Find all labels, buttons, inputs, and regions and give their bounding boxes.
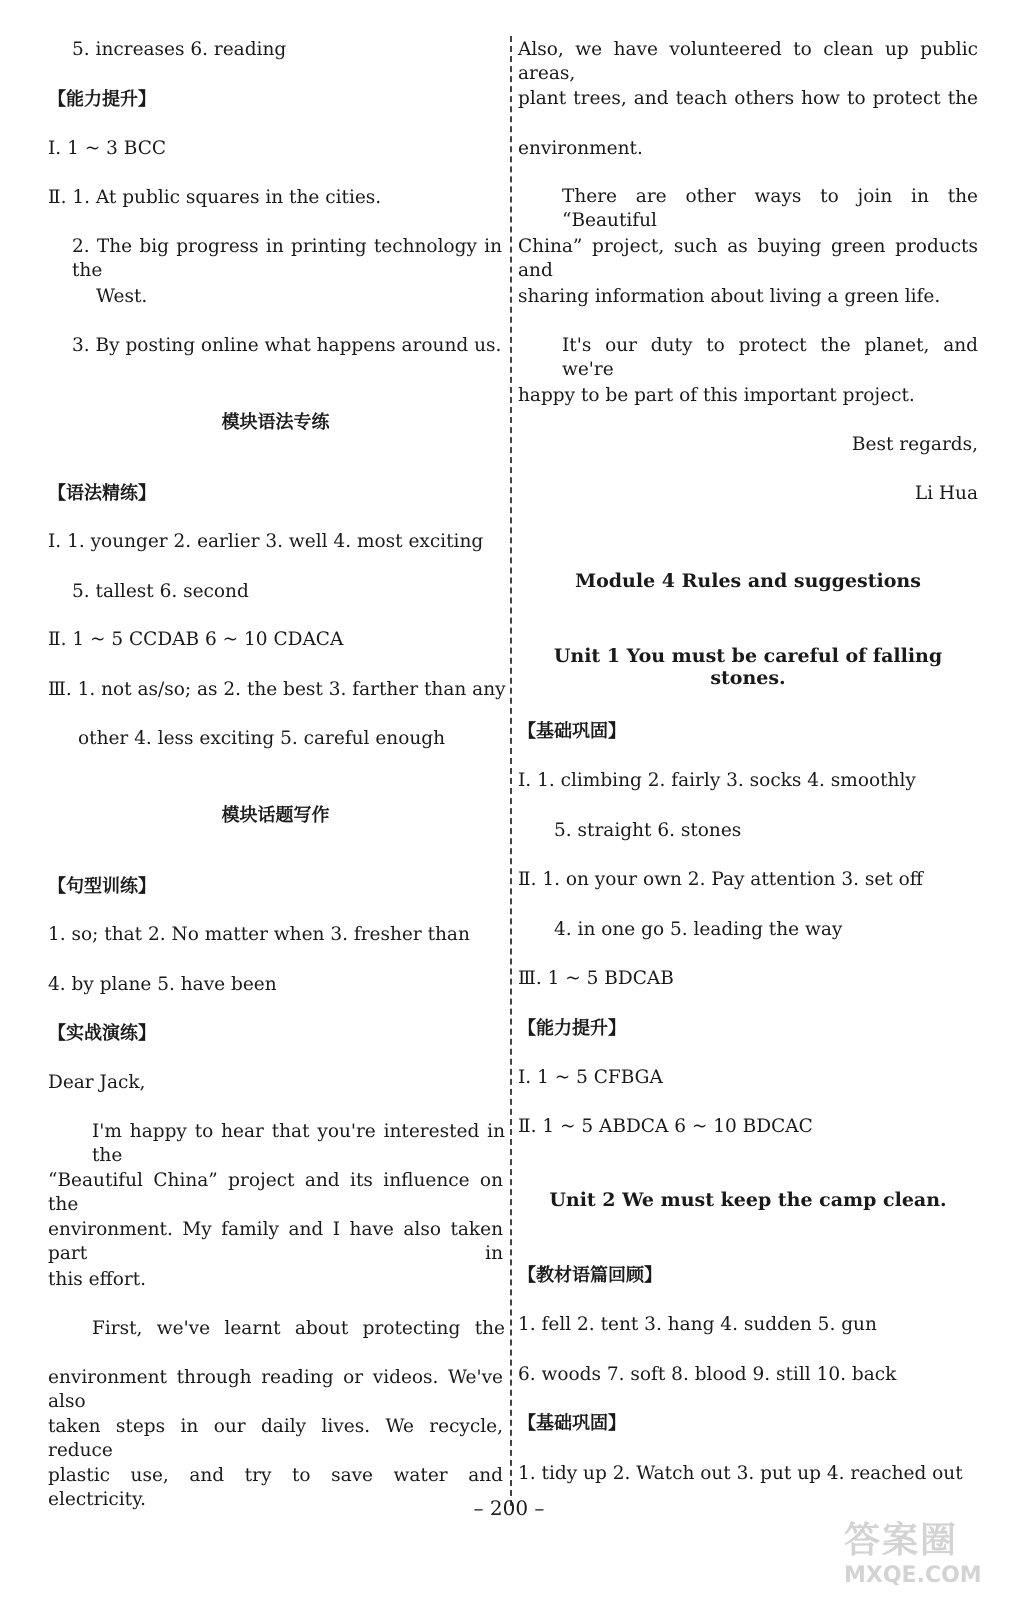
answer-line: other 4. less exciting 5. careful enough [78,728,446,749]
letter-signature: Li Hua [914,483,978,504]
letter-greeting: Dear Jack, [48,1072,146,1093]
section-header-basic: 【基础巩固】 [518,721,626,742]
answer-line: 4. by plane 5. have been [48,974,277,995]
answer-line: 5. tallest 6. second [72,581,249,602]
letter-line: I'm happy to hear that you're interested in the [92,1121,505,1166]
letter-line: plastic use, and try to save water and electricity. [48,1465,503,1510]
section-header-ability: 【能力提升】 [518,1018,626,1039]
answer-line: Ⅰ. 1. younger 2. earlier 3. well 4. most exciting [48,531,484,552]
section-header-practice: 【实战演练】 [48,1023,156,1044]
section-header-grammar: 【语法精练】 [48,483,156,504]
answer-line: 3. By posting online what happens around us. [72,335,502,356]
letter-line: this effort. [48,1269,147,1290]
answer-line: Ⅲ. 1. not as/so; as 2. the best 3. farther than any [48,679,506,700]
letter-line: There are other ways to join in the “Beautiful [562,186,978,231]
watermark-logo [844,1512,1004,1592]
letter-line: environment. My family and I have also taken part in [48,1219,503,1264]
section-header-sentence: 【句型训练】 [48,876,156,897]
column-divider [510,36,512,1506]
letter-closing: Best regards, [851,434,978,455]
answer-line: Ⅰ. 1 ~ 3 BCC [48,138,167,159]
answer-line: Ⅱ. 1 ~ 5 ABDCA 6 ~ 10 BDCAC [518,1116,813,1137]
letter-line: Also, we have volunteered to clean up public areas, [518,39,978,84]
module-title: Module 4 Rules and suggestions [575,570,921,592]
answer-line: 2. The big progress in printing technology in the [72,236,502,281]
answer-line: 5. straight 6. stones [554,820,742,841]
grammar-title: 模块语法专练 [221,412,330,433]
letter-line: “Beautiful China” project and its influence on the [48,1170,503,1215]
answer-line: 4. in one go 5. leading the way [554,919,843,940]
answer-line: Ⅱ. 1 ~ 5 CCDAB 6 ~ 10 CDACA [48,629,344,650]
answer-line: Ⅲ. 1 ~ 5 BDCAB [518,968,674,989]
answer-line: 1. tidy up 2. Watch out 3. put up 4. reached out [518,1463,963,1484]
answer-line: Ⅰ. 1. climbing 2. fairly 3. socks 4. smoothly [518,770,916,791]
letter-line: happy to be part of this important project. [518,385,915,406]
watermark-line1: 答案圈 [844,1520,959,1561]
unit2-title: Unit 2 We must keep the camp clean. [549,1189,947,1211]
watermark-line2: MXQE.COM [844,1563,982,1588]
unit1-title: Unit 1 You must be careful of falling stones. [553,645,943,689]
answer-line: West. [96,286,148,307]
letter-line: China” project, such as buying green products and [518,236,978,281]
letter-line: It's our duty to protect the planet, and we're [562,335,978,380]
answer-line: 1. fell 2. tent 3. hang 4. sudden 5. gun [518,1314,877,1335]
section-header-basic: 【基础巩固】 [518,1413,626,1434]
letter-line: First, we've learnt about protecting the [92,1318,505,1339]
section-header-text-review: 【教材语篇回顾】 [518,1265,662,1286]
letter-line: taken steps in our daily lives. We recycle, reduce [48,1416,503,1461]
section-header-ability: 【能力提升】 [48,89,156,110]
letter-line: plant trees, and teach others how to protect the [518,88,978,109]
letter-line: environment. [518,138,643,159]
answer-line: 5. increases 6. reading [72,39,287,60]
answer-line: 1. so; that 2. No matter when 3. fresher than [48,924,470,945]
answer-line: Ⅱ. 1. on your own 2. Pay attention 3. set off [518,869,923,890]
writing-title: 模块话题写作 [221,805,330,826]
answer-line: Ⅰ. 1 ~ 5 CFBGA [518,1067,663,1088]
page-number: – 200 – [473,1496,545,1520]
letter-line: environment through reading or videos. We've also [48,1367,503,1412]
answer-line: Ⅱ. 1. At public squares in the cities. [48,187,382,208]
letter-line: sharing information about living a green life. [518,286,941,307]
answer-line: 6. woods 7. soft 8. blood 9. still 10. back [518,1364,897,1385]
